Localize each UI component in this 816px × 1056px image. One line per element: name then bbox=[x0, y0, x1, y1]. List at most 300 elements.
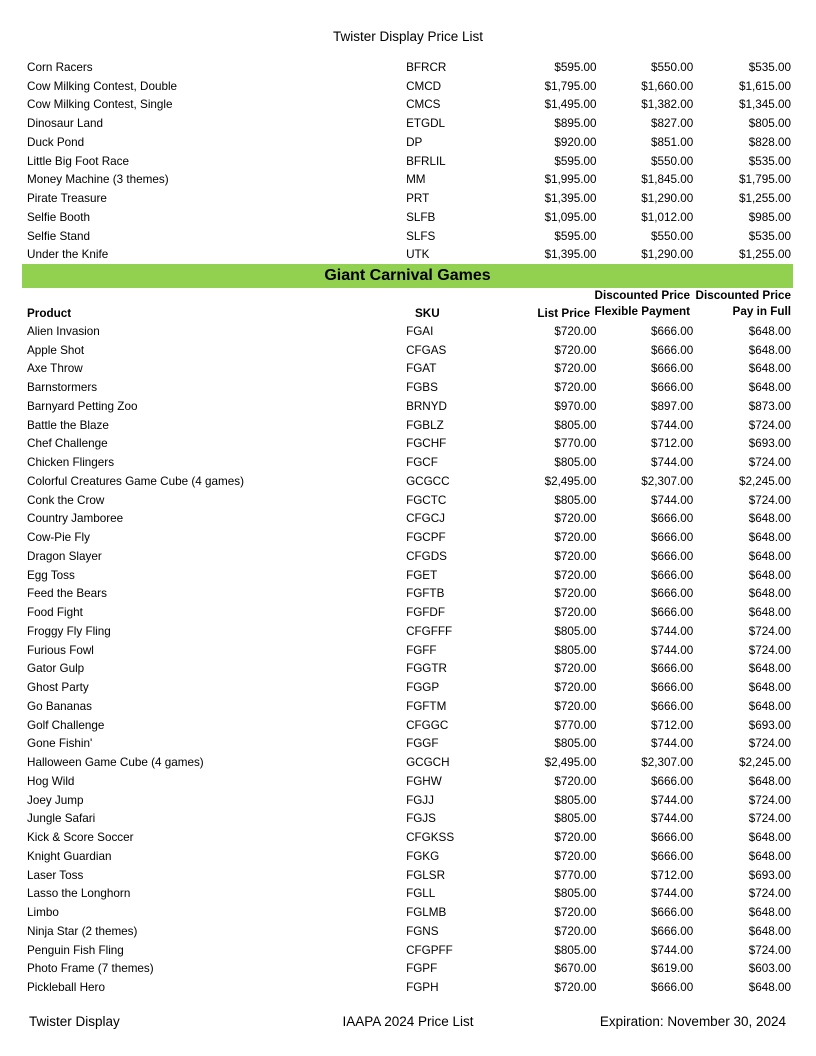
product-name: Barnyard Petting Zoo bbox=[27, 399, 138, 413]
sku-cell: SLFB bbox=[406, 210, 436, 224]
flexible-price-cell: $666.00 bbox=[651, 362, 694, 376]
footer-center: IAAPA 2024 Price List bbox=[342, 1014, 474, 1029]
flexible-price-cell: $2,307.00 bbox=[641, 474, 694, 488]
list-price-cell: $920.00 bbox=[554, 135, 597, 149]
product-name: Cow Milking Contest, Single bbox=[27, 98, 173, 112]
header-pay-in-full bbox=[696, 288, 791, 320]
list-price-cell: $2,495.00 bbox=[544, 474, 597, 488]
pay-in-full-cell: $724.00 bbox=[748, 643, 791, 657]
header-flexible-line2: Flexible Payment bbox=[594, 305, 690, 318]
list-price-cell: $720.00 bbox=[554, 512, 597, 526]
table-row bbox=[27, 133, 791, 152]
sku-cell: FGGP bbox=[406, 681, 440, 695]
list-price-cell: $720.00 bbox=[554, 343, 597, 357]
sku-cell: FGCF bbox=[406, 456, 438, 470]
pay-in-full-cell: $1,255.00 bbox=[739, 192, 791, 206]
table-row bbox=[27, 341, 791, 360]
flexible-price-cell: $666.00 bbox=[651, 681, 694, 695]
table-row bbox=[27, 735, 791, 754]
list-price-cell: $970.00 bbox=[554, 399, 597, 413]
flexible-price-cell: $666.00 bbox=[651, 587, 694, 601]
product-name: Joey Jump bbox=[27, 793, 84, 807]
pay-in-full-cell: $693.00 bbox=[748, 437, 791, 451]
pay-in-full-cell: $724.00 bbox=[748, 737, 791, 751]
list-price-cell: $1,995.00 bbox=[544, 173, 597, 187]
pay-in-full-cell: $724.00 bbox=[748, 812, 791, 826]
pay-in-full-cell: $648.00 bbox=[748, 981, 791, 995]
product-name: Ghost Party bbox=[27, 681, 89, 695]
flexible-price-cell: $666.00 bbox=[651, 981, 694, 995]
table-row bbox=[27, 847, 791, 866]
sku-cell: FGCHF bbox=[406, 437, 447, 451]
table-row bbox=[27, 114, 791, 133]
product-name: Conk the Crow bbox=[27, 493, 105, 507]
flexible-price-cell: $744.00 bbox=[651, 887, 694, 901]
product-name: Hog Wild bbox=[27, 774, 75, 788]
product-name: Laser Toss bbox=[27, 868, 84, 882]
list-price-cell: $2,495.00 bbox=[544, 756, 597, 770]
table-row bbox=[27, 922, 791, 941]
sku-cell: FGLL bbox=[406, 887, 436, 901]
table-row bbox=[27, 678, 791, 697]
product-name: Food Fight bbox=[27, 606, 83, 620]
sku-cell: CFGPFF bbox=[406, 943, 453, 957]
list-price-cell: $720.00 bbox=[554, 531, 597, 545]
pay-in-full-cell: $724.00 bbox=[748, 418, 791, 432]
list-price-cell: $805.00 bbox=[554, 812, 597, 826]
sku-cell: MM bbox=[406, 173, 426, 187]
flexible-price-cell: $712.00 bbox=[651, 868, 694, 882]
product-name: Alien Invasion bbox=[27, 324, 100, 338]
product-name: Photo Frame (7 themes) bbox=[27, 962, 154, 976]
sku-cell: FGCTC bbox=[406, 493, 447, 507]
list-price-cell: $720.00 bbox=[554, 662, 597, 676]
product-name: Selfie Stand bbox=[27, 229, 91, 243]
table-row bbox=[27, 77, 791, 96]
product-name: Corn Racers bbox=[27, 60, 93, 74]
table-row bbox=[27, 791, 791, 810]
flexible-price-cell: $744.00 bbox=[651, 418, 694, 432]
flexible-price-cell: $1,845.00 bbox=[641, 173, 694, 187]
product-name: Chef Challenge bbox=[27, 437, 108, 451]
sku-cell: BFRLIL bbox=[406, 154, 446, 168]
product-name: Country Jamboree bbox=[27, 512, 124, 526]
product-name: Ninja Star (2 themes) bbox=[27, 924, 138, 938]
table-row bbox=[27, 322, 791, 341]
table-row bbox=[27, 960, 791, 979]
product-name: Duck Pond bbox=[27, 135, 85, 149]
list-price-cell: $720.00 bbox=[554, 381, 597, 395]
list-price-cell: $720.00 bbox=[554, 362, 597, 376]
sku-cell: FGLSR bbox=[406, 868, 446, 882]
flexible-price-cell: $744.00 bbox=[651, 643, 694, 657]
flexible-price-cell: $1,290.00 bbox=[641, 248, 694, 262]
table-row bbox=[27, 152, 791, 171]
flexible-price-cell: $666.00 bbox=[651, 849, 694, 863]
list-price-cell: $720.00 bbox=[554, 568, 597, 582]
list-price-cell: $805.00 bbox=[554, 887, 597, 901]
flexible-price-cell: $666.00 bbox=[651, 831, 694, 845]
list-price-cell: $770.00 bbox=[554, 868, 597, 882]
list-price-cell: $720.00 bbox=[554, 681, 597, 695]
list-price-cell: $720.00 bbox=[554, 606, 597, 620]
product-name: Knight Guardian bbox=[27, 849, 112, 863]
pay-in-full-cell: $873.00 bbox=[748, 399, 791, 413]
pay-in-full-cell: $648.00 bbox=[748, 831, 791, 845]
list-price-cell: $720.00 bbox=[554, 924, 597, 938]
header-full-line1: Discounted Price bbox=[695, 289, 791, 302]
list-price-cell: $770.00 bbox=[554, 718, 597, 732]
sku-cell: FGJJ bbox=[406, 793, 434, 807]
sku-cell: BRNYD bbox=[406, 399, 447, 413]
flexible-price-cell: $666.00 bbox=[651, 662, 694, 676]
flexible-price-cell: $619.00 bbox=[651, 962, 694, 976]
product-name: Money Machine (3 themes) bbox=[27, 173, 169, 187]
table-header bbox=[27, 289, 791, 321]
product-name: Axe Throw bbox=[27, 362, 83, 376]
list-price-cell: $805.00 bbox=[554, 643, 597, 657]
pay-in-full-cell: $2,245.00 bbox=[739, 756, 791, 770]
product-name: Dragon Slayer bbox=[27, 549, 102, 563]
table-row bbox=[27, 566, 791, 585]
pay-in-full-cell: $648.00 bbox=[748, 606, 791, 620]
product-name: Limbo bbox=[27, 906, 59, 920]
pay-in-full-cell: $693.00 bbox=[748, 868, 791, 882]
pay-in-full-cell: $724.00 bbox=[748, 624, 791, 638]
sku-cell: DP bbox=[406, 135, 423, 149]
sku-cell: UTK bbox=[406, 248, 430, 262]
sku-cell: CFGDS bbox=[406, 549, 447, 563]
section-band bbox=[22, 264, 793, 288]
header-product: Product bbox=[27, 307, 72, 320]
pay-in-full-cell: $648.00 bbox=[748, 381, 791, 395]
product-name: Battle the Blaze bbox=[27, 418, 109, 432]
list-price-cell: $720.00 bbox=[554, 774, 597, 788]
sku-cell: CFGCJ bbox=[406, 512, 446, 526]
flexible-price-cell: $744.00 bbox=[651, 737, 694, 751]
list-price-cell: $770.00 bbox=[554, 437, 597, 451]
product-name: Jungle Safari bbox=[27, 812, 96, 826]
flexible-price-cell: $550.00 bbox=[651, 60, 694, 74]
flexible-price-cell: $1,290.00 bbox=[641, 192, 694, 206]
sku-cell: FGGTR bbox=[406, 662, 447, 676]
list-price-cell: $720.00 bbox=[554, 849, 597, 863]
sku-cell: FGFTM bbox=[406, 699, 447, 713]
product-name: Kick & Score Soccer bbox=[27, 831, 134, 845]
product-name: Cow Milking Contest, Double bbox=[27, 79, 178, 93]
table-row bbox=[27, 903, 791, 922]
flexible-price-cell: $712.00 bbox=[651, 437, 694, 451]
pay-in-full-cell: $1,255.00 bbox=[739, 248, 791, 262]
product-name: Pickleball Hero bbox=[27, 981, 105, 995]
table-row bbox=[27, 772, 791, 791]
table-row bbox=[27, 416, 791, 435]
list-price-cell: $720.00 bbox=[554, 906, 597, 920]
table-row bbox=[27, 171, 791, 190]
list-price-cell: $1,495.00 bbox=[544, 98, 597, 112]
price-table-top bbox=[27, 58, 791, 264]
pay-in-full-cell: $1,345.00 bbox=[739, 98, 791, 112]
sku-cell: FGFTB bbox=[406, 587, 445, 601]
sku-cell: BFRCR bbox=[406, 60, 447, 74]
sku-cell: ETGDL bbox=[406, 117, 446, 131]
list-price-cell: $805.00 bbox=[554, 737, 597, 751]
flexible-price-cell: $666.00 bbox=[651, 906, 694, 920]
price-table-games bbox=[27, 322, 791, 997]
sku-cell: FGAI bbox=[406, 324, 434, 338]
table-row bbox=[27, 360, 791, 379]
sku-cell: CFGFFF bbox=[406, 624, 453, 638]
sku-cell: PRT bbox=[406, 192, 430, 206]
table-row bbox=[27, 603, 791, 622]
header-flexible-line1: Discounted Price bbox=[594, 289, 690, 302]
table-row bbox=[27, 622, 791, 641]
pay-in-full-cell: $648.00 bbox=[748, 362, 791, 376]
product-name: Colorful Creatures Game Cube (4 games) bbox=[27, 474, 244, 488]
pay-in-full-cell: $648.00 bbox=[748, 774, 791, 788]
flexible-price-cell: $712.00 bbox=[651, 718, 694, 732]
list-price-cell: $1,095.00 bbox=[544, 210, 597, 224]
pay-in-full-cell: $648.00 bbox=[748, 681, 791, 695]
flexible-price-cell: $550.00 bbox=[651, 154, 694, 168]
sku-cell: GCGCC bbox=[406, 474, 450, 488]
list-price-cell: $720.00 bbox=[554, 699, 597, 713]
table-row bbox=[27, 978, 791, 997]
product-name: Froggy Fly Fling bbox=[27, 624, 111, 638]
table-row bbox=[27, 189, 791, 208]
flexible-price-cell: $666.00 bbox=[651, 606, 694, 620]
table-row bbox=[27, 246, 791, 265]
list-price-cell: $595.00 bbox=[554, 60, 597, 74]
header-list-price: List Price bbox=[537, 307, 590, 320]
pay-in-full-cell: $805.00 bbox=[748, 117, 791, 131]
table-row bbox=[27, 435, 791, 454]
table-row bbox=[27, 528, 791, 547]
list-price-cell: $720.00 bbox=[554, 549, 597, 563]
table-row bbox=[27, 828, 791, 847]
product-name: Lasso the Longhorn bbox=[27, 887, 131, 901]
table-row bbox=[27, 378, 791, 397]
table-row bbox=[27, 96, 791, 115]
product-name: Dinosaur Land bbox=[27, 117, 104, 131]
flexible-price-cell: $550.00 bbox=[651, 229, 694, 243]
pay-in-full-cell: $648.00 bbox=[748, 906, 791, 920]
table-row bbox=[27, 208, 791, 227]
pay-in-full-cell: $648.00 bbox=[748, 924, 791, 938]
sku-cell: CFGKSS bbox=[406, 831, 455, 845]
product-name: Selfie Booth bbox=[27, 210, 91, 224]
flexible-price-cell: $666.00 bbox=[651, 512, 694, 526]
sku-cell: FGBLZ bbox=[406, 418, 444, 432]
sku-cell: CMCS bbox=[406, 98, 441, 112]
product-name: Pirate Treasure bbox=[27, 192, 107, 206]
table-row bbox=[27, 491, 791, 510]
sku-cell: GCGCH bbox=[406, 756, 450, 770]
pay-in-full-cell: $648.00 bbox=[748, 568, 791, 582]
list-price-cell: $1,795.00 bbox=[544, 79, 597, 93]
sku-cell: FGHW bbox=[406, 774, 442, 788]
pay-in-full-cell: $648.00 bbox=[748, 849, 791, 863]
flexible-price-cell: $666.00 bbox=[651, 568, 694, 582]
list-price-cell: $595.00 bbox=[554, 154, 597, 168]
header-flexible-payment bbox=[595, 288, 691, 320]
product-name: Golf Challenge bbox=[27, 718, 105, 732]
flexible-price-cell: $666.00 bbox=[651, 924, 694, 938]
pay-in-full-cell: $648.00 bbox=[748, 662, 791, 676]
list-price-cell: $720.00 bbox=[554, 831, 597, 845]
flexible-price-cell: $744.00 bbox=[651, 943, 694, 957]
pay-in-full-cell: $535.00 bbox=[748, 60, 791, 74]
flexible-price-cell: $666.00 bbox=[651, 549, 694, 563]
flexible-price-cell: $666.00 bbox=[651, 699, 694, 713]
section-title: Giant Carnival Games bbox=[324, 267, 491, 284]
table-row bbox=[27, 227, 791, 246]
product-name: Penguin Fish Fling bbox=[27, 943, 124, 957]
footer-left: Twister Display bbox=[29, 1014, 120, 1029]
product-name: Under the Knife bbox=[27, 248, 109, 262]
table-row bbox=[27, 941, 791, 960]
product-name: Barnstormers bbox=[27, 381, 98, 395]
sku-cell: FGNS bbox=[406, 924, 439, 938]
table-row bbox=[27, 660, 791, 679]
flexible-price-cell: $1,382.00 bbox=[641, 98, 694, 112]
pay-in-full-cell: $724.00 bbox=[748, 456, 791, 470]
table-row bbox=[27, 547, 791, 566]
flexible-price-cell: $744.00 bbox=[651, 624, 694, 638]
list-price-cell: $805.00 bbox=[554, 793, 597, 807]
sku-cell: FGET bbox=[406, 568, 438, 582]
table-row bbox=[27, 585, 791, 604]
table-row bbox=[27, 810, 791, 829]
sku-cell: FGFF bbox=[406, 643, 437, 657]
sku-cell: FGJS bbox=[406, 812, 436, 826]
list-price-cell: $805.00 bbox=[554, 493, 597, 507]
pay-in-full-cell: $535.00 bbox=[748, 229, 791, 243]
product-name: Furious Fowl bbox=[27, 643, 94, 657]
pay-in-full-cell: $724.00 bbox=[748, 793, 791, 807]
sku-cell: FGKG bbox=[406, 849, 440, 863]
pay-in-full-cell: $535.00 bbox=[748, 154, 791, 168]
product-name: Halloween Game Cube (4 games) bbox=[27, 756, 204, 770]
list-price-cell: $805.00 bbox=[554, 624, 597, 638]
table-row bbox=[27, 58, 791, 77]
pay-in-full-cell: $985.00 bbox=[748, 210, 791, 224]
table-row bbox=[27, 397, 791, 416]
sku-cell: FGBS bbox=[406, 381, 438, 395]
flexible-price-cell: $827.00 bbox=[651, 117, 694, 131]
product-name: Gone Fishin' bbox=[27, 737, 93, 751]
product-name: Feed the Bears bbox=[27, 587, 107, 601]
product-name: Little Big Foot Race bbox=[27, 154, 129, 168]
table-row bbox=[27, 510, 791, 529]
sku-cell: SLFS bbox=[406, 229, 436, 243]
product-name: Egg Toss bbox=[27, 568, 75, 582]
pay-in-full-cell: $603.00 bbox=[748, 962, 791, 976]
list-price-cell: $1,395.00 bbox=[544, 192, 597, 206]
table-row bbox=[27, 885, 791, 904]
list-price-cell: $595.00 bbox=[554, 229, 597, 243]
flexible-price-cell: $744.00 bbox=[651, 493, 694, 507]
pay-in-full-cell: $648.00 bbox=[748, 512, 791, 526]
pay-in-full-cell: $648.00 bbox=[748, 549, 791, 563]
flexible-price-cell: $666.00 bbox=[651, 343, 694, 357]
pay-in-full-cell: $648.00 bbox=[748, 324, 791, 338]
flexible-price-cell: $744.00 bbox=[651, 793, 694, 807]
list-price-cell: $805.00 bbox=[554, 456, 597, 470]
list-price-cell: $720.00 bbox=[554, 324, 597, 338]
sku-cell: FGCPF bbox=[406, 531, 446, 545]
product-name: Gator Gulp bbox=[27, 662, 85, 676]
flexible-price-cell: $666.00 bbox=[651, 324, 694, 338]
header-full-line2: Pay in Full bbox=[732, 305, 791, 318]
table-row bbox=[27, 753, 791, 772]
flexible-price-cell: $1,012.00 bbox=[641, 210, 694, 224]
pay-in-full-cell: $648.00 bbox=[748, 531, 791, 545]
header-sku: SKU bbox=[415, 307, 440, 320]
sku-cell: FGPF bbox=[406, 962, 438, 976]
product-name: Cow-Pie Fly bbox=[27, 531, 90, 545]
product-name: Chicken Flingers bbox=[27, 456, 115, 470]
sku-cell: FGFDF bbox=[406, 606, 446, 620]
pay-in-full-cell: $693.00 bbox=[748, 718, 791, 732]
sku-cell: CFGAS bbox=[406, 343, 447, 357]
footer-right: Expiration: November 30, 2024 bbox=[599, 1014, 786, 1029]
list-price-cell: $805.00 bbox=[554, 943, 597, 957]
flexible-price-cell: $666.00 bbox=[651, 774, 694, 788]
pay-in-full-cell: $1,795.00 bbox=[739, 173, 791, 187]
table-row bbox=[27, 866, 791, 885]
flexible-price-cell: $744.00 bbox=[651, 456, 694, 470]
table-row bbox=[27, 716, 791, 735]
table-row bbox=[27, 641, 791, 660]
flexible-price-cell: $666.00 bbox=[651, 531, 694, 545]
pay-in-full-cell: $648.00 bbox=[748, 343, 791, 357]
flexible-price-cell: $744.00 bbox=[651, 812, 694, 826]
table-row bbox=[27, 472, 791, 491]
flexible-price-cell: $1,660.00 bbox=[641, 79, 694, 93]
pay-in-full-cell: $724.00 bbox=[748, 493, 791, 507]
list-price-cell: $720.00 bbox=[554, 587, 597, 601]
list-price-cell: $1,395.00 bbox=[544, 248, 597, 262]
list-price-cell: $720.00 bbox=[554, 981, 597, 995]
sku-cell: FGLMB bbox=[406, 906, 447, 920]
pay-in-full-cell: $648.00 bbox=[748, 699, 791, 713]
product-name: Apple Shot bbox=[27, 343, 85, 357]
sku-cell: FGAT bbox=[406, 362, 437, 376]
sku-cell: FGGF bbox=[406, 737, 439, 751]
product-name: Go Bananas bbox=[27, 699, 92, 713]
pay-in-full-cell: $724.00 bbox=[748, 887, 791, 901]
pay-in-full-cell: $828.00 bbox=[748, 135, 791, 149]
flexible-price-cell: $2,307.00 bbox=[641, 756, 694, 770]
list-price-cell: $670.00 bbox=[554, 962, 597, 976]
flexible-price-cell: $897.00 bbox=[651, 399, 694, 413]
flexible-price-cell: $851.00 bbox=[651, 135, 694, 149]
sku-cell: CMCD bbox=[406, 79, 442, 93]
sku-cell: CFGGC bbox=[406, 718, 449, 732]
table-row bbox=[27, 697, 791, 716]
pay-in-full-cell: $724.00 bbox=[748, 943, 791, 957]
pay-in-full-cell: $648.00 bbox=[748, 587, 791, 601]
pay-in-full-cell: $1,615.00 bbox=[739, 79, 791, 93]
flexible-price-cell: $666.00 bbox=[651, 381, 694, 395]
list-price-cell: $895.00 bbox=[554, 117, 597, 131]
table-row bbox=[27, 453, 791, 472]
sku-cell: FGPH bbox=[406, 981, 439, 995]
page-title: Twister Display Price List bbox=[332, 29, 484, 44]
pay-in-full-cell: $2,245.00 bbox=[739, 474, 791, 488]
list-price-cell: $805.00 bbox=[554, 418, 597, 432]
